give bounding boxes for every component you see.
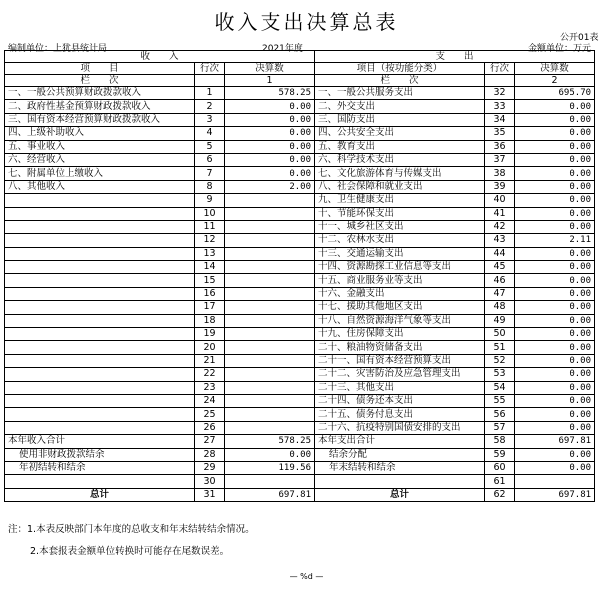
expense-row-no: 46	[485, 274, 515, 287]
table-row	[5, 408, 595, 421]
expense-row-no: 35	[485, 127, 515, 140]
income-item: 七、附属单位上缴收入	[5, 167, 195, 180]
table-row	[5, 167, 595, 180]
income-final-value: 2.00	[225, 180, 315, 193]
income-final-value: 0.00	[225, 153, 315, 166]
income-row-no: 17	[195, 301, 225, 314]
income-final-value	[225, 328, 315, 341]
expense-item: 八、社会保障和就业支出	[315, 180, 485, 193]
expense-item: 二十三、其他支出	[315, 381, 485, 394]
expense-item: 二十、粮油物资储备支出	[315, 341, 485, 354]
income-item	[5, 475, 195, 488]
table-row	[5, 301, 595, 314]
income-item: 四、上级补助收入	[5, 127, 195, 140]
income-item: 一、一般公共预算财政拨款收入	[5, 87, 195, 100]
expense-row-no-header: 行次	[485, 63, 515, 75]
expense-final-value: 697.81	[515, 435, 595, 448]
income-item	[5, 287, 195, 300]
table-row	[5, 100, 595, 113]
expense-row-no: 40	[485, 194, 515, 207]
expense-row-no: 34	[485, 113, 515, 126]
income-item	[5, 341, 195, 354]
income-row-no-header: 行次	[195, 63, 225, 75]
income-column-index: 1	[225, 75, 315, 87]
year-label: 2021年度	[262, 44, 303, 54]
income-item	[5, 368, 195, 381]
expense-item: 十一、城乡社区支出	[315, 220, 485, 233]
income-item	[5, 328, 195, 341]
income-final-value: 119.56	[225, 461, 315, 474]
expense-item: 九、卫生健康支出	[315, 194, 485, 207]
income-row-no: 16	[195, 287, 225, 300]
expense-row-no: 42	[485, 220, 515, 233]
expense-item-header: 项目（按功能分类）	[315, 63, 485, 75]
table-row	[5, 247, 595, 260]
expense-final-value: 0.00	[515, 341, 595, 354]
income-row-no: 4	[195, 127, 225, 140]
income-final-value	[225, 274, 315, 287]
income-final-value	[225, 314, 315, 327]
table-row	[5, 261, 595, 274]
expense-final-value: 0.00	[515, 461, 595, 474]
income-final-value: 578.25	[225, 87, 315, 100]
expense-final-value: 0.00	[515, 247, 595, 260]
expense-final-value: 0.00	[515, 127, 595, 140]
expense-item: 四、公共安全支出	[315, 127, 485, 140]
expense-final-value: 0.00	[515, 408, 595, 421]
income-row-no: 8	[195, 180, 225, 193]
income-row-no: 1	[195, 87, 225, 100]
income-row-no: 25	[195, 408, 225, 421]
table-row	[5, 207, 595, 220]
income-row-no: 22	[195, 368, 225, 381]
expense-item: 十三、交通运输支出	[315, 247, 485, 260]
expense-row-no: 61	[485, 475, 515, 488]
table-row	[5, 381, 595, 394]
income-item	[5, 408, 195, 421]
income-final-value	[225, 234, 315, 247]
income-row-no: 7	[195, 167, 225, 180]
income-row-no: 13	[195, 247, 225, 260]
expense-item: 二十六、抗疫特别国债安排的支出	[315, 421, 485, 434]
income-item	[5, 207, 195, 220]
section-header-row	[5, 51, 595, 63]
income-item	[5, 394, 195, 407]
page-footer: — %d —	[289, 572, 324, 581]
income-final-value: 578.25	[225, 435, 315, 448]
expense-row-no: 43	[485, 234, 515, 247]
table-row	[5, 328, 595, 341]
table-row	[5, 341, 595, 354]
income-final-value	[225, 354, 315, 367]
table-row	[5, 368, 595, 381]
income-final-value	[225, 381, 315, 394]
expense-row-no: 57	[485, 421, 515, 434]
income-item	[5, 301, 195, 314]
expense-final-value: 0.00	[515, 220, 595, 233]
income-final-value	[225, 261, 315, 274]
income-final-value	[225, 421, 315, 434]
expense-row-no: 53	[485, 368, 515, 381]
expense-final-value: 0.00	[515, 207, 595, 220]
expense-item: 二十一、国有资本经营预算支出	[315, 354, 485, 367]
income-row-no: 11	[195, 220, 225, 233]
note-2: 2.本套报表金额单位转换时可能存在尾数误差。	[30, 546, 230, 557]
expense-final-value: 0.00	[515, 261, 595, 274]
income-row-no: 30	[195, 475, 225, 488]
table-row	[5, 461, 595, 474]
income-item	[5, 194, 195, 207]
expense-row-no: 59	[485, 448, 515, 461]
expense-item: 一、一般公共服务支出	[315, 87, 485, 100]
income-item-header: 项 目	[5, 63, 195, 75]
expense-final-value: 0.00	[515, 354, 595, 367]
income-row-no: 26	[195, 421, 225, 434]
income-item: 六、经营收入	[5, 153, 195, 166]
table-row	[5, 314, 595, 327]
income-final-value	[225, 287, 315, 300]
column-index-row	[5, 75, 595, 87]
expense-row-no: 36	[485, 140, 515, 153]
expense-final-value: 0.00	[515, 100, 595, 113]
expense-item: 五、教育支出	[315, 140, 485, 153]
income-item	[5, 354, 195, 367]
income-final-value: 0.00	[225, 127, 315, 140]
expense-row-no: 32	[485, 87, 515, 100]
income-row-no: 10	[195, 207, 225, 220]
income-item	[5, 234, 195, 247]
note-1: 注：1.本表反映部门本年度的总收支和年末结转结余情况。	[8, 524, 255, 535]
expense-final-value	[515, 475, 595, 488]
table-row	[5, 153, 595, 166]
income-final-header: 决算数	[225, 63, 315, 75]
table-row	[5, 394, 595, 407]
table-row	[5, 287, 595, 300]
empty-cell	[485, 75, 515, 87]
expense-final-value: 0.00	[515, 328, 595, 341]
currency-label: 金额单位：万元	[528, 44, 592, 54]
expense-final-value: 695.70	[515, 87, 595, 100]
table-row	[5, 140, 595, 153]
expense-final-value: 0.00	[515, 180, 595, 193]
expense-item: 十四、资源勘探工业信息等支出	[315, 261, 485, 274]
income-row-no: 31	[195, 488, 225, 501]
expense-final-value: 0.00	[515, 140, 595, 153]
expense-item: 三、国防支出	[315, 113, 485, 126]
income-row-no: 23	[195, 381, 225, 394]
expense-final-value: 0.00	[515, 153, 595, 166]
table-row	[5, 113, 595, 126]
income-final-value: 0.00	[225, 140, 315, 153]
income-item: 总计	[5, 488, 195, 501]
income-final-value	[225, 341, 315, 354]
expense-final-value: 0.00	[515, 194, 595, 207]
expense-final-value: 0.00	[515, 448, 595, 461]
income-row-no: 21	[195, 354, 225, 367]
expense-row-no: 52	[485, 354, 515, 367]
form-code: 公开01表	[560, 33, 599, 43]
table-row	[5, 274, 595, 287]
expense-item: 二、外交支出	[315, 100, 485, 113]
table-row	[5, 220, 595, 233]
table-row	[5, 194, 595, 207]
expense-final-value: 2.11	[515, 234, 595, 247]
expense-row-no: 51	[485, 341, 515, 354]
income-row-no: 24	[195, 394, 225, 407]
expense-item: 十八、自然资源海洋气象等支出	[315, 314, 485, 327]
income-row-no: 12	[195, 234, 225, 247]
income-row-no: 6	[195, 153, 225, 166]
income-row-no: 15	[195, 274, 225, 287]
income-final-value: 0.00	[225, 448, 315, 461]
expense-item: 十七、援助其他地区支出	[315, 301, 485, 314]
expense-row-no: 56	[485, 408, 515, 421]
income-item	[5, 274, 195, 287]
expense-item: 总计	[315, 488, 485, 501]
expense-item: 二十二、灾害防治及应急管理支出	[315, 368, 485, 381]
income-row-no: 3	[195, 113, 225, 126]
income-row-no: 14	[195, 261, 225, 274]
income-final-value	[225, 394, 315, 407]
table-row	[5, 234, 595, 247]
table-row	[5, 488, 595, 501]
table-row	[5, 354, 595, 367]
income-row-no: 28	[195, 448, 225, 461]
table-row	[5, 475, 595, 488]
expense-item: 二十五、债务付息支出	[315, 408, 485, 421]
expense-row-no: 37	[485, 153, 515, 166]
expense-row-no: 33	[485, 100, 515, 113]
page-title: 收入支出决算总表	[214, 10, 399, 34]
expense-row-no: 62	[485, 488, 515, 501]
unit-label: 编制单位：上犹县统计局	[8, 44, 108, 54]
income-item	[5, 261, 195, 274]
expense-item: 十二、农林水支出	[315, 234, 485, 247]
table-body	[5, 51, 595, 502]
income-final-value: 0.00	[225, 167, 315, 180]
income-item: 年初结转和结余	[5, 461, 195, 474]
income-row-no: 9	[195, 194, 225, 207]
income-final-value	[225, 220, 315, 233]
income-item: 三、国有资本经营预算财政拨款收入	[5, 113, 195, 126]
expense-item: 本年支出合计	[315, 435, 485, 448]
income-row-no: 20	[195, 341, 225, 354]
expense-row-no: 39	[485, 180, 515, 193]
income-section-header: 收 入	[5, 51, 315, 63]
expense-row-no: 41	[485, 207, 515, 220]
income-final-value: 697.81	[225, 488, 315, 501]
expense-row-no: 60	[485, 461, 515, 474]
income-item: 本年收入合计	[5, 435, 195, 448]
income-item: 五、事业收入	[5, 140, 195, 153]
expense-item	[315, 475, 485, 488]
income-item: 八、其他收入	[5, 180, 195, 193]
expense-item: 十、节能环保支出	[315, 207, 485, 220]
expense-final-value: 0.00	[515, 394, 595, 407]
expense-final-value: 0.00	[515, 381, 595, 394]
expense-item: 七、文化旅游体育与传媒支出	[315, 167, 485, 180]
income-row-no: 2	[195, 100, 225, 113]
expense-row-no: 44	[485, 247, 515, 260]
income-final-value: 0.00	[225, 100, 315, 113]
income-item	[5, 247, 195, 260]
expense-row-no: 47	[485, 287, 515, 300]
income-row-no: 19	[195, 328, 225, 341]
table-row	[5, 448, 595, 461]
expense-final-value: 0.00	[515, 113, 595, 126]
income-item	[5, 421, 195, 434]
expense-row-no: 45	[485, 261, 515, 274]
expense-final-value: 0.00	[515, 314, 595, 327]
income-final-value	[225, 207, 315, 220]
expense-item: 十九、住房保障支出	[315, 328, 485, 341]
income-final-value: 0.00	[225, 113, 315, 126]
expense-row-no: 58	[485, 435, 515, 448]
expense-item: 结余分配	[315, 448, 485, 461]
income-final-value	[225, 247, 315, 260]
income-final-value	[225, 475, 315, 488]
expense-item: 年末结转和结余	[315, 461, 485, 474]
expense-row-no: 49	[485, 314, 515, 327]
expense-row-no: 54	[485, 381, 515, 394]
table-row	[5, 87, 595, 100]
table-row	[5, 421, 595, 434]
expense-final-value: 0.00	[515, 301, 595, 314]
expense-final-value: 697.81	[515, 488, 595, 501]
expense-item: 六、科学技术支出	[315, 153, 485, 166]
income-column-label: 栏 次	[5, 75, 195, 87]
income-item: 使用非财政拨款结余	[5, 448, 195, 461]
table-row	[5, 127, 595, 140]
expense-final-value: 0.00	[515, 287, 595, 300]
expense-section-header: 支 出	[315, 51, 595, 63]
expense-final-value: 0.00	[515, 421, 595, 434]
expense-column-label: 栏 次	[315, 75, 485, 87]
income-final-value	[225, 194, 315, 207]
table-row	[5, 180, 595, 193]
expense-item: 十六、金融支出	[315, 287, 485, 300]
expense-item: 二十四、债务还本支出	[315, 394, 485, 407]
expense-row-no: 50	[485, 328, 515, 341]
summary-table	[4, 50, 595, 502]
income-row-no: 29	[195, 461, 225, 474]
empty-cell	[195, 75, 225, 87]
table-row	[5, 435, 595, 448]
income-final-value	[225, 408, 315, 421]
income-row-no: 27	[195, 435, 225, 448]
expense-row-no: 48	[485, 301, 515, 314]
income-item	[5, 381, 195, 394]
income-final-value	[225, 368, 315, 381]
income-item	[5, 220, 195, 233]
expense-item: 十五、商业服务业等支出	[315, 274, 485, 287]
expense-final-header: 决算数	[515, 63, 595, 75]
expense-final-value: 0.00	[515, 274, 595, 287]
income-item: 二、政府性基金预算财政拨款收入	[5, 100, 195, 113]
income-row-no: 5	[195, 140, 225, 153]
income-row-no: 18	[195, 314, 225, 327]
expense-final-value: 0.00	[515, 167, 595, 180]
expense-row-no: 38	[485, 167, 515, 180]
expense-column-index: 2	[515, 75, 595, 87]
income-final-value	[225, 301, 315, 314]
expense-row-no: 55	[485, 394, 515, 407]
column-header-row	[5, 63, 595, 75]
expense-final-value: 0.00	[515, 368, 595, 381]
income-item	[5, 314, 195, 327]
